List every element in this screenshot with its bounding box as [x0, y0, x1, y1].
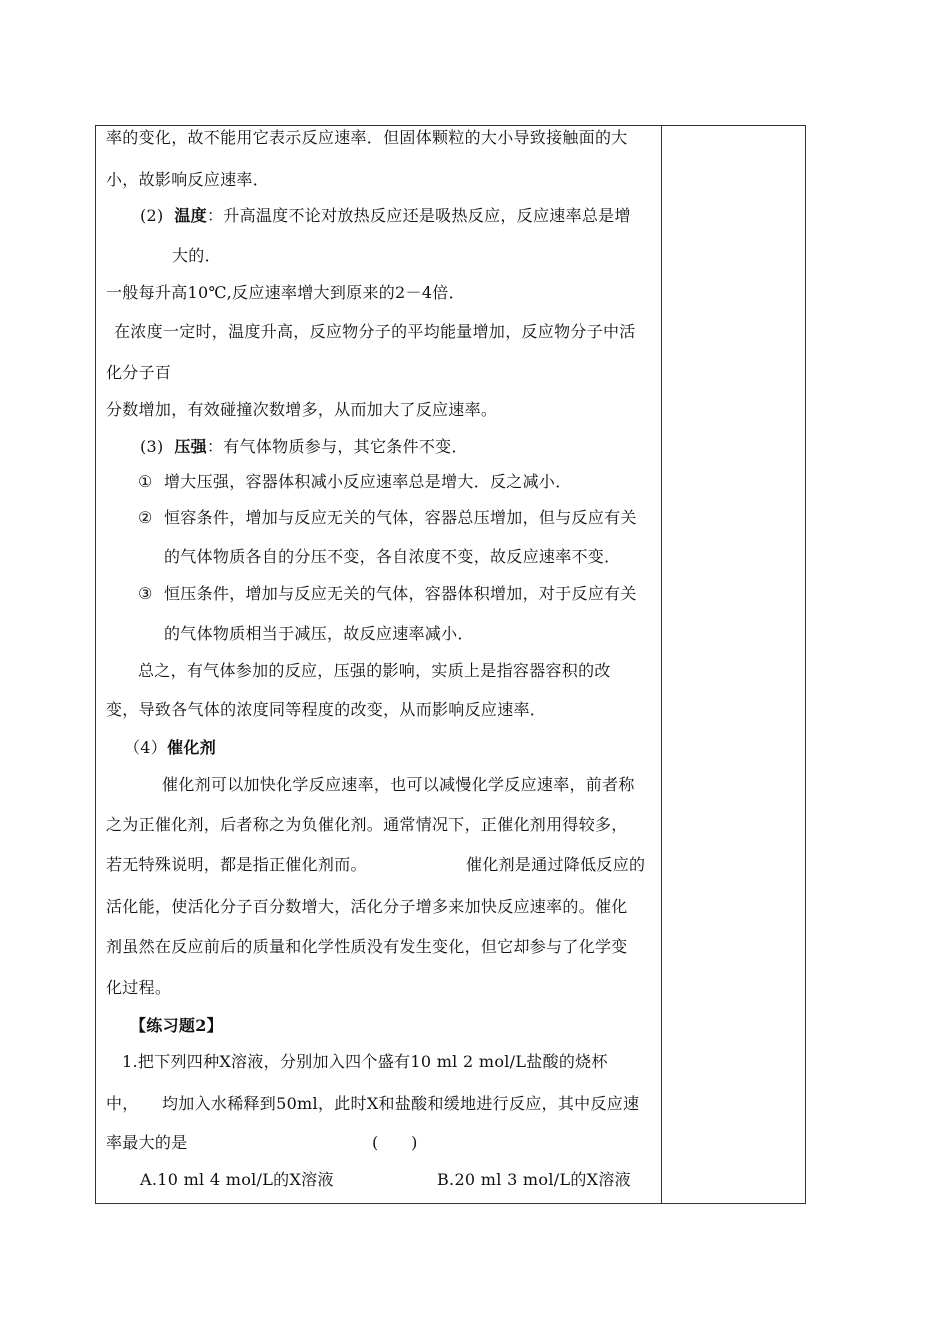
text-line: 活化能，使活化分子百分数增大，活化分子增多来加快反应速率的。催化 — [106, 897, 628, 916]
section-heading-pressure — [140, 437, 468, 457]
text-line: 化过程。 — [106, 978, 172, 997]
question-text: 中， — [106, 1094, 139, 1113]
text-line: 在浓度一定时，温度升高，反应物分子的平均能量增加，反应物分子中活 — [114, 322, 636, 341]
text-line: 恒容条件，增加与反应无关的气体，容器总压增加，但与反应有关 — [164, 508, 637, 527]
exercise-heading: 【练习题2】 — [130, 1016, 223, 1035]
section-heading-catalyst — [124, 738, 216, 758]
text-line: 变，导致各气体的浓度同等程度的改变，从而影响反应速率． — [106, 700, 547, 719]
section-number: (2) — [140, 206, 164, 225]
text-line: 化分子百 — [106, 363, 172, 382]
circled-one-marker: ① — [138, 472, 153, 491]
circled-two-marker: ② — [138, 508, 153, 527]
answer-bracket: ( ) — [372, 1133, 418, 1152]
text-line: 一般每升高10℃,反应速率增大到原来的2－4倍． — [106, 283, 465, 302]
text-line: 增大压强，容器体积减小反应速率总是增大．反之减小． — [164, 472, 572, 491]
text-line: 若无特殊说明，都是指正催化剂而。 — [106, 855, 367, 874]
text-line: 催化剂是通过降低反应的 — [466, 855, 646, 874]
section-title: 催化剂 — [167, 738, 216, 757]
section-title: 压强 — [174, 437, 207, 456]
question-text: 1.把下列四种X溶液，分别加入四个盛有10 ml 2 mol/L盐酸的烧杯 — [122, 1052, 608, 1071]
question-text: 均加入水稀释到50ml，此时X和盐酸和缓地进行反应，其中反应速 — [162, 1094, 640, 1113]
text-line: 总之，有气体参加的反应，压强的影响，实质上是指容器容积的改 — [138, 661, 611, 680]
section-number: （4） — [124, 738, 168, 757]
text-line: 的气体物质相当于减压，故反应速率减小． — [164, 624, 474, 643]
text-line: 分数增加，有效碰撞次数增多，从而加大了反应速率。 — [106, 400, 498, 419]
section-text: ：升高温度不论对放热反应还是吸热反应，反应速率总是增 — [206, 206, 631, 225]
question-text: 率最大的是 — [106, 1133, 188, 1152]
text-line: 率的变化，故不能用它表示反应速率．但固体颗粒的大小导致接触面的大 — [106, 128, 628, 147]
text-line: 小，故影响反应速率． — [106, 170, 270, 189]
column-divider — [661, 125, 662, 1204]
text-line: 催化剂可以加快化学反应速率，也可以减慢化学反应速率，前者称 — [162, 775, 635, 794]
text-line: 的气体物质各自的分压不变，各自浓度不变，故反应速率不变． — [164, 547, 621, 566]
text-line: 之为正催化剂，后者称之为负催化剂。通常情况下，正催化剂用得较多， — [106, 815, 628, 834]
text-line: 剂虽然在反应前后的质量和化学性质没有发生变化，但它却参与了化学变 — [106, 937, 628, 956]
text-line: 恒压条件，增加与反应无关的气体，容器体积增加，对于反应有关 — [164, 584, 637, 603]
option-b: B.20 ml 3 mol/L的X溶液 — [437, 1170, 631, 1189]
circled-three-marker: ③ — [138, 584, 153, 603]
section-title: 温度 — [174, 206, 207, 225]
section-text: ：有气体物质参与，其它条件不变． — [206, 437, 468, 456]
section-number: (3) — [140, 437, 164, 456]
text-line: 大的． — [172, 246, 221, 265]
option-a: A.10 ml 4 mol/L的X溶液 — [140, 1170, 334, 1189]
section-heading-temperature — [140, 206, 631, 226]
